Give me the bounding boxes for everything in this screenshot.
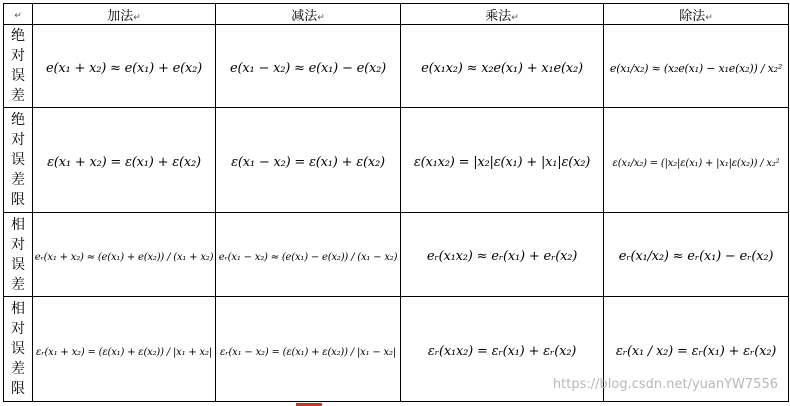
formula: eᵣ(x₁ + x₂) ≈ (e(x₁) + e(x₂)) / (x₁ + x₂) <box>34 252 214 263</box>
formula-cell <box>33 213 216 297</box>
return-mark: ↵ <box>14 10 22 21</box>
table-row <box>4 25 789 108</box>
formula: εᵣ(x₁ + x₂) = (ε(x₁) + ε(x₂)) / |x₁ + x₂| <box>36 346 212 358</box>
table-row <box>4 108 789 213</box>
formula: ε(x₁x₂) = |x₂|ε(x₁) + |x₁|ε(x₂) <box>413 154 591 170</box>
row-label-cell <box>4 25 33 108</box>
header-row <box>4 4 789 25</box>
row-label-cell <box>4 213 33 297</box>
formula: ε(x₁/x₂) = (|x₂|ε(x₁) + |x₁|ε(x₂)) / x₂² <box>612 157 780 169</box>
formula-cell <box>604 25 789 108</box>
formula: e(x₁ − x₂) ≈ e(x₁) − e(x₂) <box>230 60 386 76</box>
row-label-cell <box>4 297 33 402</box>
formula-cell <box>604 108 789 213</box>
table-row <box>4 213 789 297</box>
formula: eᵣ(x₁ − x₂) ≈ (e(x₁) − e(x₂)) / (x₁ − x₂) <box>218 252 398 263</box>
formula: εᵣ(x₁ / x₂) = εᵣ(x₁) + εᵣ(x₂) <box>615 343 777 359</box>
row-label-cell <box>4 108 33 213</box>
formula-cell <box>216 297 401 402</box>
formula-cell <box>604 213 789 297</box>
formula: e(x₁ + x₂) ≈ e(x₁) + e(x₂) <box>46 60 202 76</box>
row-label: 绝对误差限 <box>11 112 25 208</box>
formula-cell <box>216 25 401 108</box>
row-label: 相对误差 <box>11 216 25 293</box>
header-subtraction: 减法↵ <box>216 4 401 25</box>
formula-cell <box>401 25 604 108</box>
header-division: 除法↵ <box>604 4 789 25</box>
formula-cell <box>401 213 604 297</box>
corner-cell <box>4 4 33 25</box>
watermark: https://blog.csdn.net/yuanYW7556 <box>552 377 778 392</box>
formula-cell <box>216 108 401 213</box>
formula: ε(x₁ + x₂) = ε(x₁) + ε(x₂) <box>47 154 201 170</box>
formula-cell <box>33 25 216 108</box>
formula: εᵣ(x₁ − x₂) = (ε(x₁) + ε(x₂)) / |x₁ − x₂| <box>220 346 396 358</box>
formula-cell <box>216 213 401 297</box>
formula: e(x₁/x₂) ≈ (x₂e(x₁) − x₁e(x₂)) / x₂² <box>609 61 783 75</box>
formula-cell <box>401 108 604 213</box>
header-addition: 加法↵ <box>33 4 216 25</box>
formula: εᵣ(x₁x₂) = εᵣ(x₁) + εᵣ(x₂) <box>427 343 577 359</box>
error-propagation-table <box>3 3 789 402</box>
formula: ε(x₁ − x₂) = ε(x₁) + ε(x₂) <box>231 154 385 170</box>
header-multiplication: 乘法↵ <box>401 4 604 25</box>
formula-cell <box>33 297 216 402</box>
formula-cell <box>33 108 216 213</box>
row-label: 绝对误差 <box>11 28 25 104</box>
row-label: 相对误差限 <box>11 301 25 397</box>
formula: eᵣ(x₁x₂) ≈ eᵣ(x₁) + eᵣ(x₂) <box>426 249 578 264</box>
formula: eᵣ(x₁/x₂) ≈ eᵣ(x₁) − eᵣ(x₂) <box>618 249 774 264</box>
formula: e(x₁x₂) ≈ x₂e(x₁) + x₁e(x₂) <box>421 60 583 76</box>
